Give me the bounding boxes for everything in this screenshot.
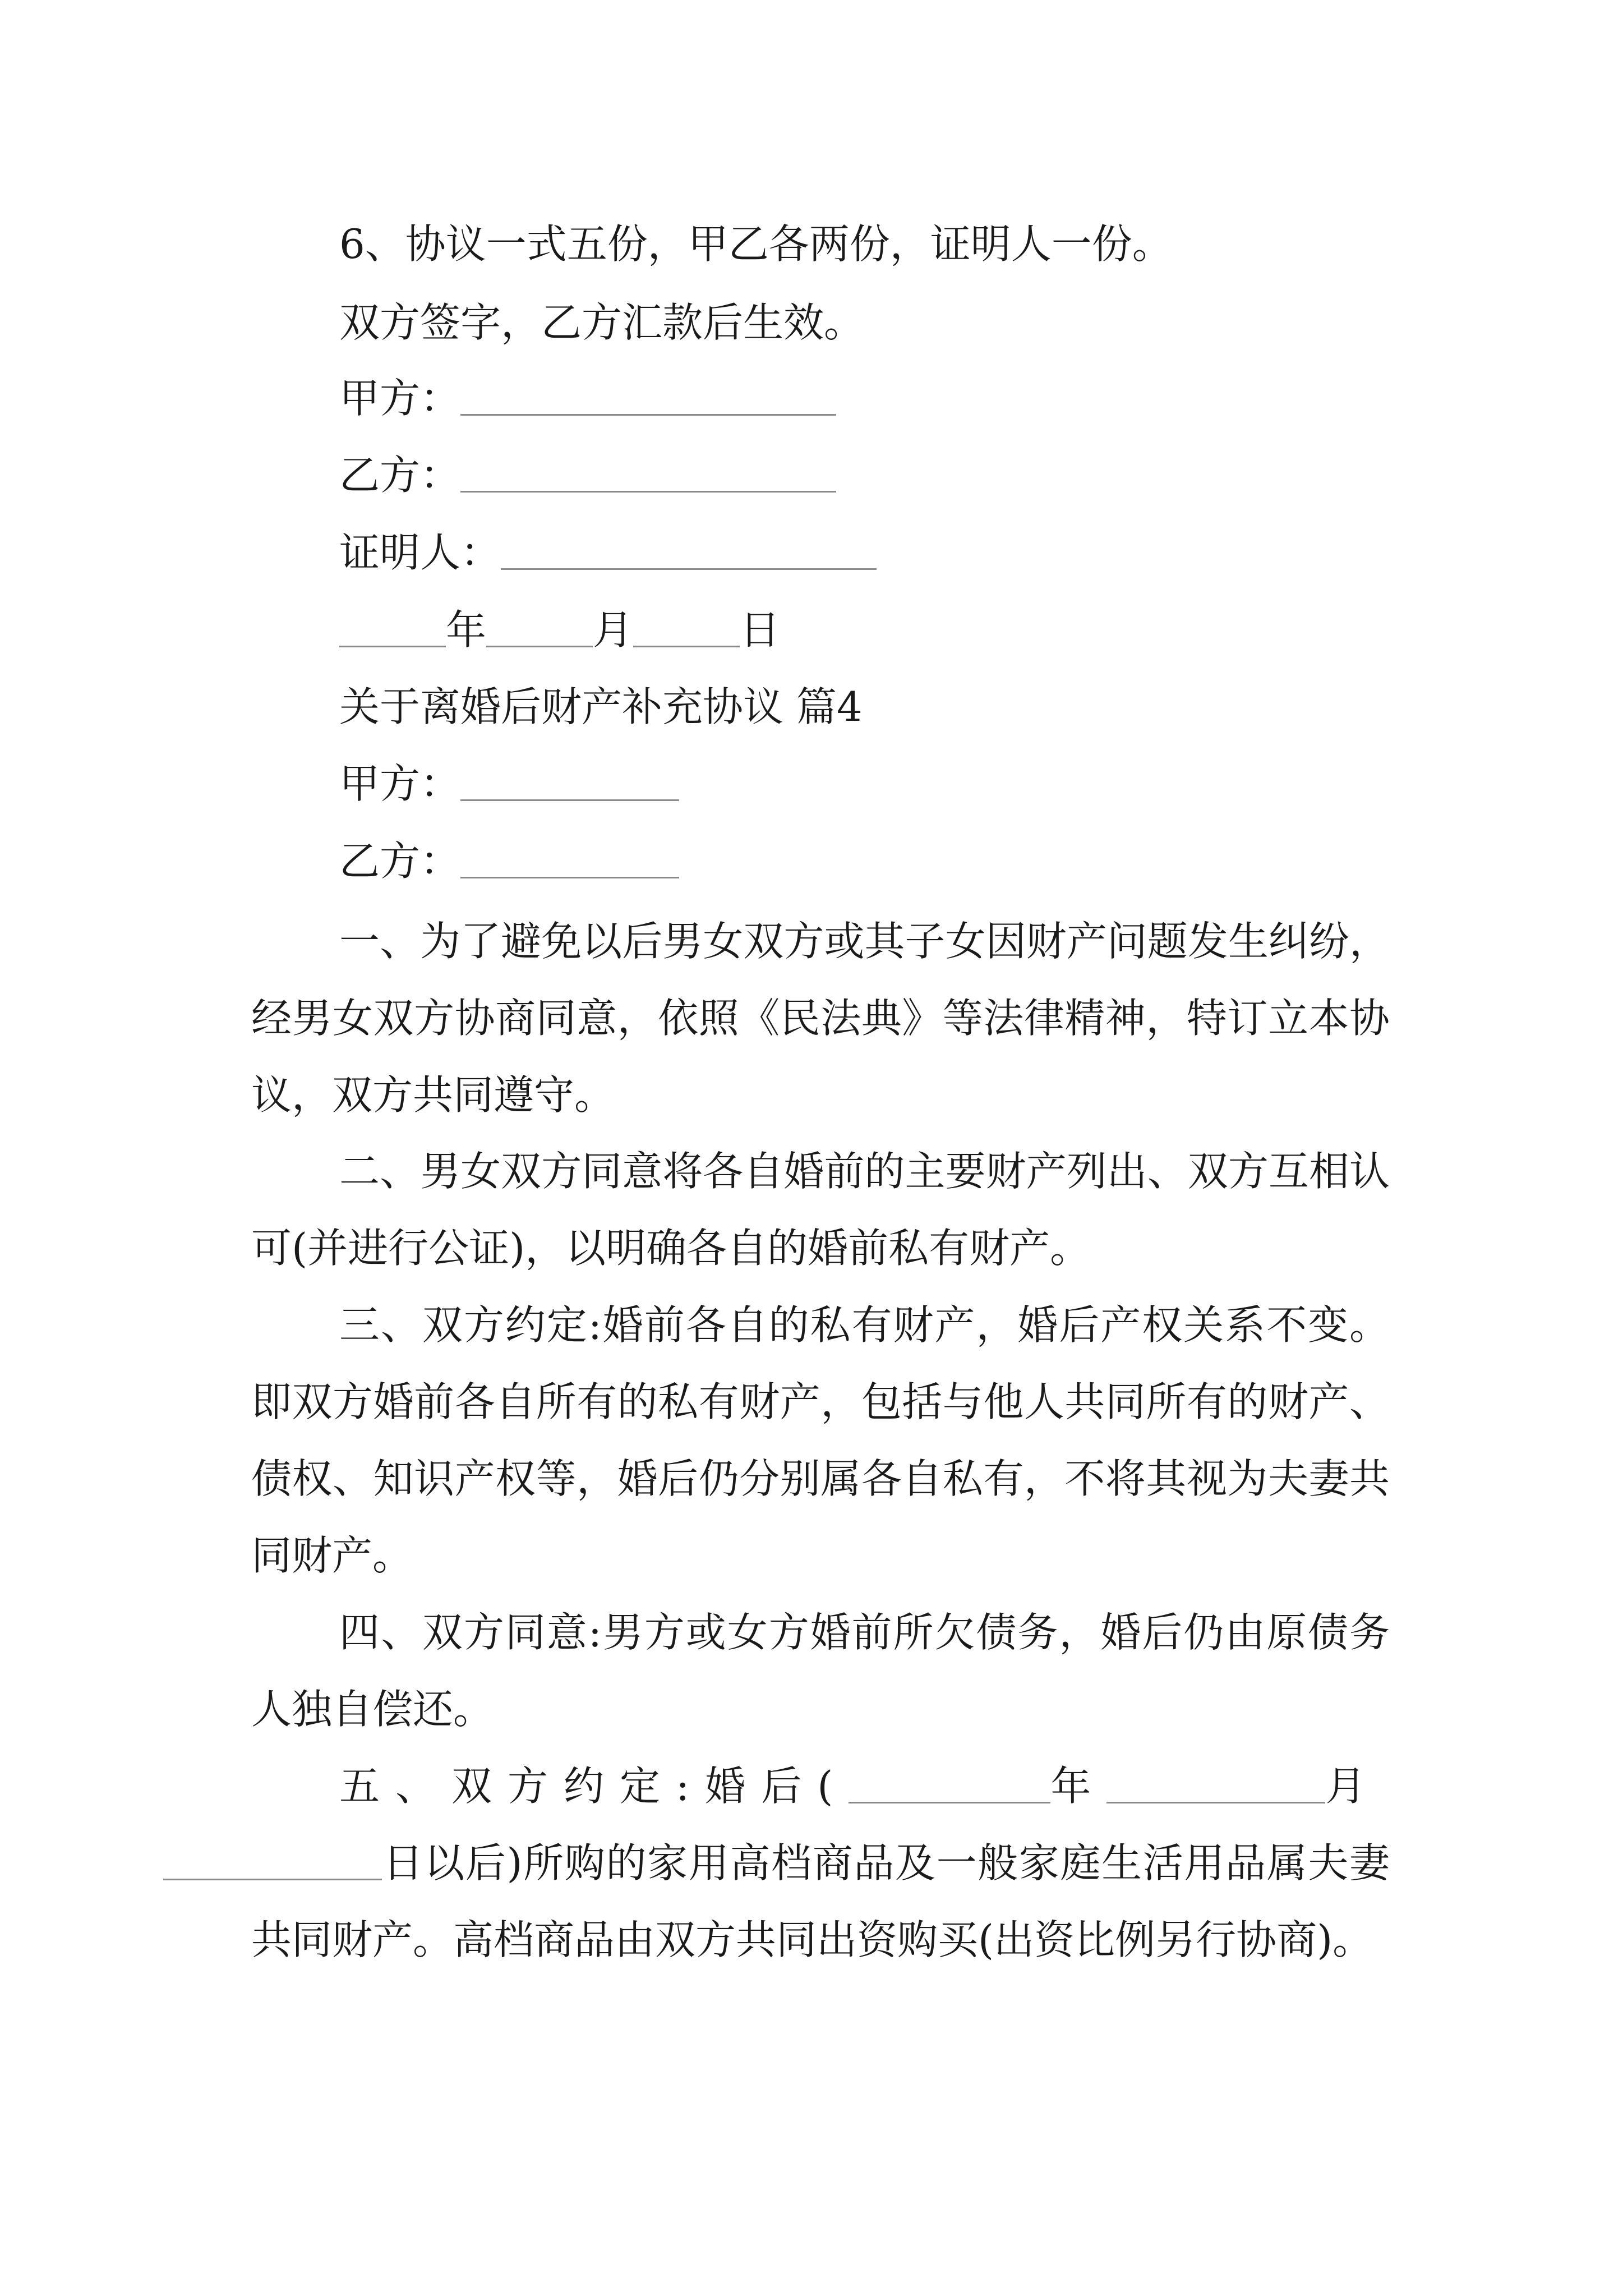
- witness-signature-line: [339, 522, 877, 583]
- p5-month-label: 月: [1325, 1763, 1366, 1810]
- year-label: 年: [446, 606, 487, 654]
- paragraph-3: [251, 1287, 1390, 1594]
- clause-6-line: [339, 213, 1173, 275]
- day-blank: [633, 605, 740, 647]
- paragraph-3-text: 三、双方约定:婚前各自的私有财产，婚后产权关系不变。即双方婚前各自所有的私有财产，包括与他人共同所有的财产、债权、知识产权等，婚后仍分别属各自私有，不将其视为夫妻共同财产。: [251, 1301, 1390, 1579]
- party-b-signature-line: [339, 444, 836, 506]
- effective-text: 双方签字，乙方汇款后生效。: [339, 299, 865, 346]
- paragraph-4: [251, 1594, 1390, 1748]
- party-a-blank-2: [460, 759, 679, 801]
- paragraph-5-tail: 日以后)所购的家用高档商品及一般家庭生活用品属夫妻共同财产。高档商品由双方共同出资购买(出资比例另行协商)。: [251, 1839, 1390, 1963]
- party-a-label: 甲方：: [339, 375, 461, 422]
- section-title-text: 关于离婚后财产补充协议 篇4: [339, 683, 863, 730]
- party-a-blank: [460, 374, 836, 416]
- year-blank: [339, 605, 446, 647]
- clause-6-text: 6、协议一式五份，甲乙各两份，证明人一份。: [339, 220, 1173, 268]
- paragraph-4-text: 四、双方同意:男方或女方婚前所欠债务，婚后仍由原债务人独自偿还。: [251, 1609, 1390, 1733]
- party-b-label-2: 乙方：: [339, 838, 461, 885]
- p5-month-blank: [1106, 1761, 1325, 1803]
- party-b-line-2: [339, 830, 679, 892]
- p5-year-label: 年: [1050, 1763, 1107, 1810]
- party-a-signature-line: [339, 367, 836, 429]
- witness-label: 证明人：: [339, 529, 501, 576]
- paragraph-2: [251, 1133, 1390, 1287]
- party-b-blank-2: [460, 836, 679, 878]
- p5-day-blank: [163, 1838, 382, 1880]
- witness-blank: [501, 528, 877, 570]
- paragraph-5-head: 五、双方约定:婚后(: [339, 1763, 849, 1810]
- paragraph-1-text: 一、为了避免以后男女双方或其子女因财产问题发生纠纷，经男女双方协商同意，依照《民法典》等法律精神，特订立本协议，双方共同遵守。: [251, 918, 1390, 1119]
- section-title: [339, 676, 863, 738]
- paragraph-5: [251, 1748, 1390, 1978]
- p5-year-blank: [849, 1761, 1050, 1803]
- month-label: 月: [593, 606, 634, 654]
- party-a-line-2: [339, 753, 679, 815]
- effective-line: [339, 292, 864, 353]
- paragraph-1: [251, 903, 1390, 1134]
- month-blank: [486, 605, 593, 647]
- party-b-blank: [460, 450, 836, 493]
- date-line: [339, 599, 780, 661]
- party-a-label-2: 甲方：: [339, 760, 461, 807]
- paragraph-2-text: 二、男女双方同意将各自婚前的主要财产列出、双方互相认可(并进行公证)，以明确各自的婚前私有财产。: [251, 1148, 1390, 1272]
- day-label: 日: [740, 606, 781, 654]
- party-b-label: 乙方：: [339, 452, 461, 499]
